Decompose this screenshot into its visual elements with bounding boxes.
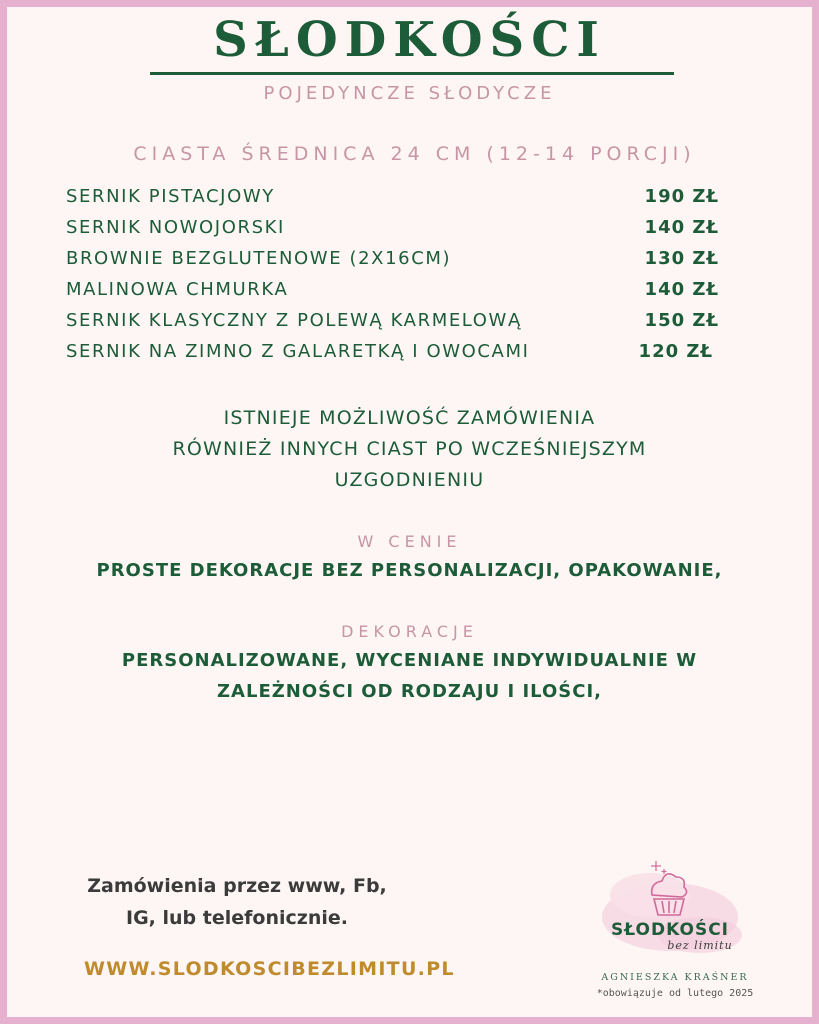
item-price: 150 ZŁ: [644, 310, 719, 331]
item-price: 140 ZŁ: [644, 217, 719, 238]
item-price: 190 ZŁ: [644, 186, 719, 207]
note-line: ISTNIEJE MOŻLIWOŚĆ ZAMÓWIENIA: [223, 407, 596, 429]
page-subtitle: POJEDYNCZE SŁODYCZE: [263, 83, 556, 104]
validity-note: *obowiązuje od lutego 2025: [596, 988, 754, 999]
item-price: 140 ZŁ: [644, 279, 719, 300]
item-price: 130 ZŁ: [644, 248, 719, 269]
item-name: BROWNIE BEZGLUTENOWE (2X16CM): [66, 248, 452, 269]
custom-order-note: [0, 403, 819, 496]
price-row: [0, 310, 819, 341]
section-title: CIASTA ŚREDNICA 24 CM (12-14 PORCJI): [133, 143, 696, 165]
sparkle-icon: [651, 861, 667, 874]
orders-line: Zamówienia przez www, Fb,: [87, 875, 387, 897]
logo: [590, 855, 750, 975]
price-list: [0, 186, 819, 372]
price-row: [0, 279, 819, 310]
decorations-line: PERSONALIZOWANE, WYCENIANE INDYWIDUALNIE W: [121, 650, 698, 671]
decorations-line: ZALEŻNOŚCI OD RODZAJU I ILOŚCI,: [217, 681, 602, 702]
item-price: 120 ZŁ: [638, 341, 713, 362]
item-name: SERNIK NOWOJORSKI: [66, 217, 285, 238]
note-line: RÓWNIEŻ INNYCH CIAST PO WCZEŚNIEJSZYM: [172, 438, 647, 460]
website-link[interactable]: WWW.SLODKOSCIBEZLIMITU.PL: [84, 958, 455, 980]
orders-info: [60, 870, 414, 934]
item-name: SERNIK PISTACJOWY: [66, 186, 275, 207]
in-price-label: W CENIE: [357, 532, 462, 551]
page-title: SŁODKOŚCI: [213, 12, 606, 68]
item-name: SERNIK KLASYCZNY Z POLEWĄ KARMELOWĄ: [66, 310, 522, 331]
note-line: UZGODNIENIU: [334, 469, 485, 491]
decorations-label: DEKORACJE: [341, 622, 478, 641]
price-row: [0, 248, 819, 279]
price-row: [0, 186, 819, 217]
title-divider: [150, 72, 674, 75]
price-row: [0, 341, 819, 372]
orders-line: IG, lub telefonicznie.: [126, 907, 348, 929]
price-row: [0, 217, 819, 248]
logo-brand: SŁODKOŚCI: [610, 920, 730, 940]
in-price-line: PROSTE DEKORACJE BEZ PERSONALIZACJI, OPAKOWANIE,: [96, 560, 723, 581]
logo-tagline: bez limitu: [667, 939, 733, 952]
item-name: MALINOWA CHMURKA: [66, 279, 289, 300]
decorations-text: [0, 645, 819, 707]
in-price-text: [0, 555, 819, 586]
owner-name: AGNIESZKA KRAŚNER: [601, 972, 749, 983]
item-name: SERNIK NA ZIMNO Z GALARETKĄ I OWOCAMI: [66, 341, 530, 362]
